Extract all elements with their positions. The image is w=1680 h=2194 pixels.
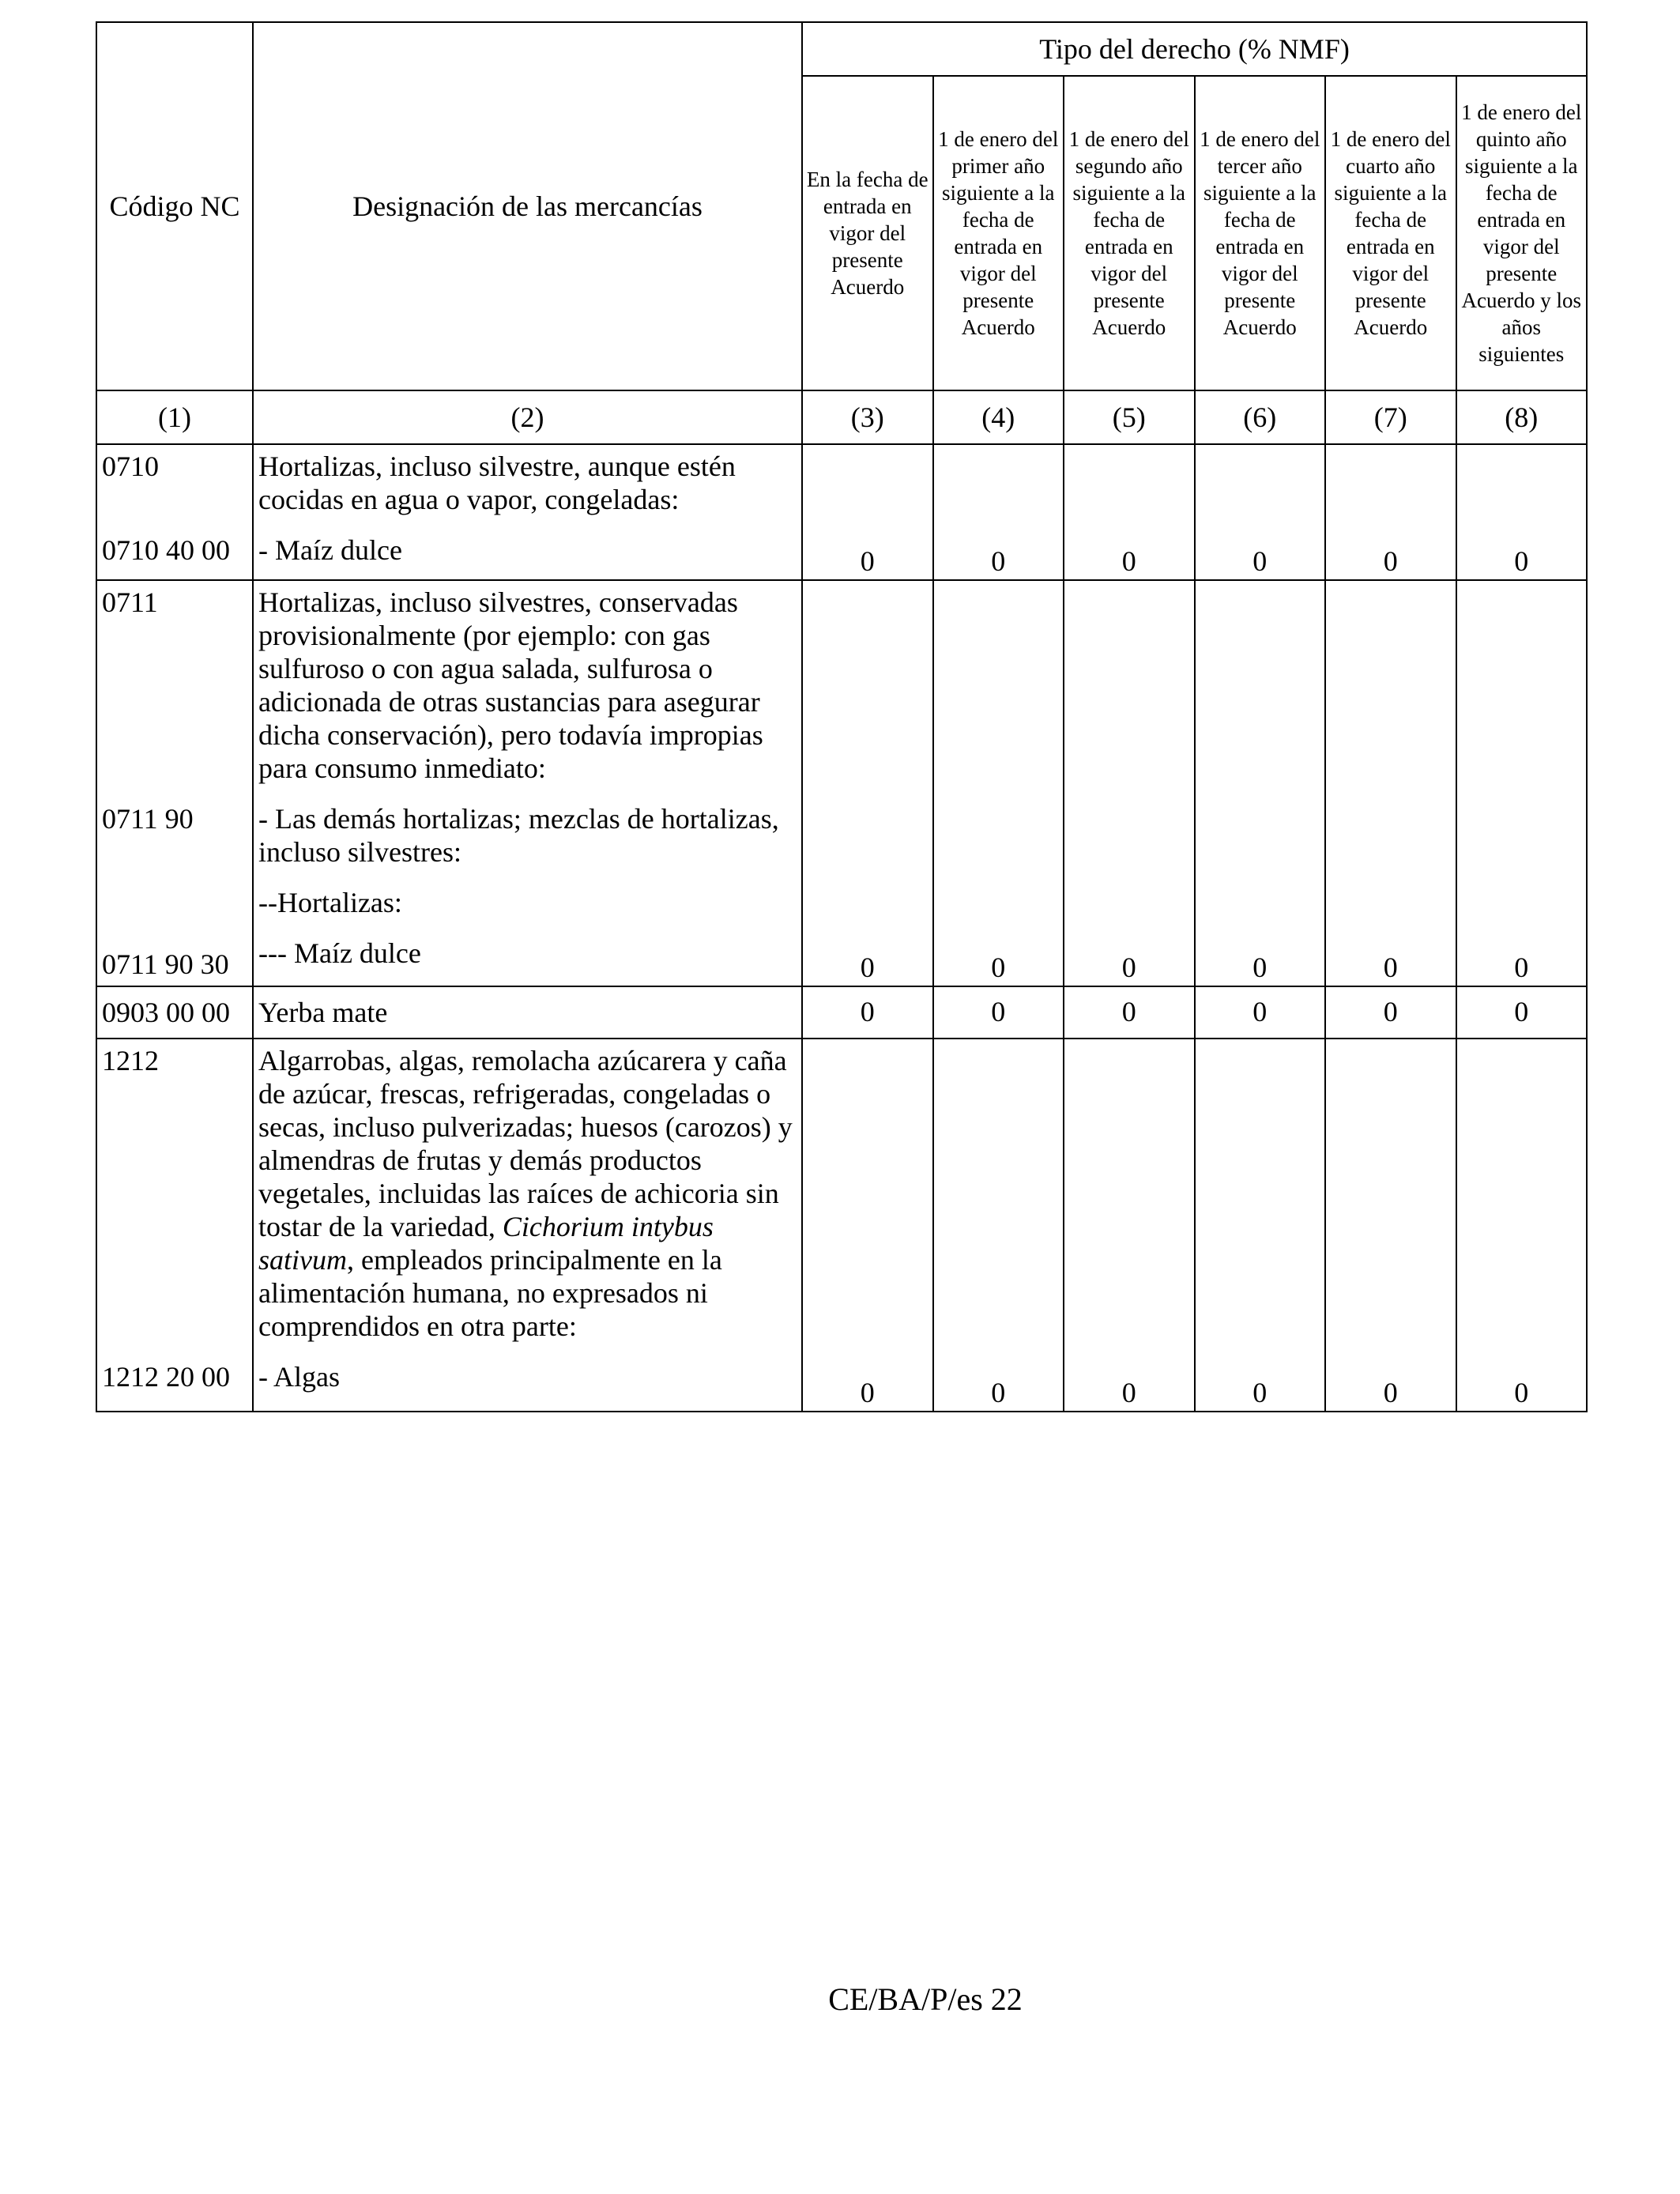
description-cell <box>253 444 802 580</box>
header-rate-col-6: 1 de enero del tercer año siguiente a la fecha de entrada en vigor del presente Acuerdo <box>1195 76 1326 390</box>
column-number: (7) <box>1325 390 1456 444</box>
document-reference: CE/BA/P/es 22 <box>828 1981 1023 2017</box>
duty-rate: 0 <box>1383 952 1398 983</box>
header-rate-col-8: 1 de enero del quinto año siguiente a la fecha de entrada en vigor del presente Acuerdo y los años siguientes <box>1456 76 1588 390</box>
page-footer <box>0 1981 1680 2018</box>
rate-cell <box>1064 444 1195 580</box>
code-cell <box>96 444 253 580</box>
duty-rate: 0 <box>991 545 1006 577</box>
rate-cell <box>802 986 933 1039</box>
rate-cell <box>802 1039 933 1412</box>
cn-code: 0711 90 <box>102 803 194 835</box>
column-number: (3) <box>802 390 933 444</box>
goods-description: Hortalizas, incluso silvestres, conservadas provisionalmente (por ejemplo: con gas sulfuroso o con agua salada, sulfurosa o adicionada de otras sustancias para asegurar dicha conservación), pero todavía impropias para consumo inmediato: <box>258 586 763 784</box>
table-row <box>96 580 1587 986</box>
rate-cell <box>1064 580 1195 986</box>
species-name: Cichorium intybus sativum <box>258 1211 714 1276</box>
tariff-table <box>96 21 1588 1412</box>
column-number: (5) <box>1064 390 1195 444</box>
table-row <box>96 986 1587 1039</box>
rate-cell <box>1456 444 1588 580</box>
description-cell <box>253 580 802 986</box>
cn-code: 0711 <box>102 586 158 618</box>
duty-rate: 0 <box>860 996 875 1027</box>
duty-rate: 0 <box>1121 952 1136 983</box>
rate-cell <box>1325 1039 1456 1412</box>
goods-description: - Algas <box>258 1361 340 1393</box>
duty-rate: 0 <box>860 952 875 983</box>
duty-rate: 0 <box>991 996 1006 1027</box>
duty-rate: 0 <box>991 952 1006 983</box>
table-row <box>96 1039 1587 1412</box>
duty-rate: 0 <box>1121 1377 1136 1408</box>
duty-rate: 0 <box>1252 1377 1268 1408</box>
duty-rate: 0 <box>1383 1377 1398 1408</box>
goods-description: - Las demás hortalizas; mezclas de hortalizas, incluso silvestres: <box>258 803 779 868</box>
column-number: (1) <box>96 390 253 444</box>
goods-description: Hortalizas, incluso silvestre, aunque estén cocidas en agua o vapor, congeladas: <box>258 450 736 515</box>
cn-code: 1212 <box>102 1045 159 1076</box>
rate-cell <box>933 1039 1064 1412</box>
duty-rate: 0 <box>1252 545 1268 577</box>
cn-code: 0710 40 00 <box>102 534 230 566</box>
description-text: , empleados principalmente en la alimentación humana, no expresados ni comprendidos en otra parte: <box>258 1244 722 1342</box>
header-row-numbers <box>96 390 1587 444</box>
rate-cell <box>1456 580 1588 986</box>
header-code: Código NC <box>96 22 253 390</box>
header-rate-col-4: 1 de enero del primer año siguiente a la fecha de entrada en vigor del presente Acuerdo <box>933 76 1064 390</box>
cn-code: 0711 90 30 <box>102 948 229 980</box>
column-number: (2) <box>253 390 802 444</box>
duty-rate: 0 <box>991 1377 1006 1408</box>
rate-cell <box>1325 986 1456 1039</box>
rate-cell <box>933 986 1064 1039</box>
rate-cell <box>1064 986 1195 1039</box>
duty-rate: 0 <box>1514 952 1529 983</box>
code-cell <box>96 986 253 1039</box>
rate-cell <box>1195 986 1326 1039</box>
header-row-group <box>96 22 1587 76</box>
rate-cell <box>1064 1039 1195 1412</box>
rate-cell <box>1195 444 1326 580</box>
goods-description: - Maíz dulce <box>258 534 402 566</box>
goods-description: --- Maíz dulce <box>258 937 421 969</box>
column-number: (8) <box>1456 390 1588 444</box>
column-number: (6) <box>1195 390 1326 444</box>
table-row <box>96 444 1587 580</box>
column-number: (4) <box>933 390 1064 444</box>
header-rate-col-7: 1 de enero del cuarto año siguiente a la fecha de entrada en vigor del presente Acuerdo <box>1325 76 1456 390</box>
rate-cell <box>933 444 1064 580</box>
goods-description: Yerba mate <box>258 997 388 1028</box>
rate-cell <box>1325 580 1456 986</box>
duty-rate: 0 <box>1514 996 1529 1027</box>
duty-rate: 0 <box>1383 996 1398 1027</box>
header-rate-col-3: En la fecha de entrada en vigor del presente Acuerdo <box>802 76 933 390</box>
duty-rate: 0 <box>1383 545 1398 577</box>
goods-description: --Hortalizas: <box>258 887 402 918</box>
header-duty-group: Tipo del derecho (% NMF) <box>802 22 1587 76</box>
cn-code: 0710 <box>102 450 159 482</box>
cn-code: 0903 00 00 <box>102 997 230 1028</box>
rate-cell <box>1325 444 1456 580</box>
rate-cell <box>1456 1039 1588 1412</box>
code-cell <box>96 580 253 986</box>
duty-rate: 0 <box>860 545 875 577</box>
header-rate-col-5: 1 de enero del segundo año siguiente a la fecha de entrada en vigor del presente Acuerdo <box>1064 76 1195 390</box>
rate-cell <box>1195 580 1326 986</box>
cn-code: 1212 20 00 <box>102 1361 230 1393</box>
rate-cell <box>933 580 1064 986</box>
code-cell <box>96 1039 253 1412</box>
rate-cell <box>802 444 933 580</box>
duty-rate: 0 <box>1121 996 1136 1027</box>
header-description: Designación de las mercancías <box>253 22 802 390</box>
rate-cell <box>1195 1039 1326 1412</box>
description-cell <box>253 1039 802 1412</box>
description-cell <box>253 986 802 1039</box>
duty-rate: 0 <box>1252 952 1268 983</box>
description-text: Algarrobas, algas, remolacha azúcarera y caña de azúcar, frescas, refrigeradas, congeladas o secas, incluso pulverizadas; huesos (carozos) y almendras de frutas y demás productos vegetales, incluidas las raíces de achicoria sin tostar de la variedad, <box>258 1045 793 1242</box>
goods-description <box>258 1044 798 1343</box>
duty-rate: 0 <box>860 1377 875 1408</box>
duty-rate: 0 <box>1514 545 1529 577</box>
duty-rate: 0 <box>1514 1377 1529 1408</box>
rate-cell <box>802 580 933 986</box>
duty-rate: 0 <box>1121 545 1136 577</box>
duty-rate: 0 <box>1252 996 1268 1027</box>
rate-cell <box>1456 986 1588 1039</box>
